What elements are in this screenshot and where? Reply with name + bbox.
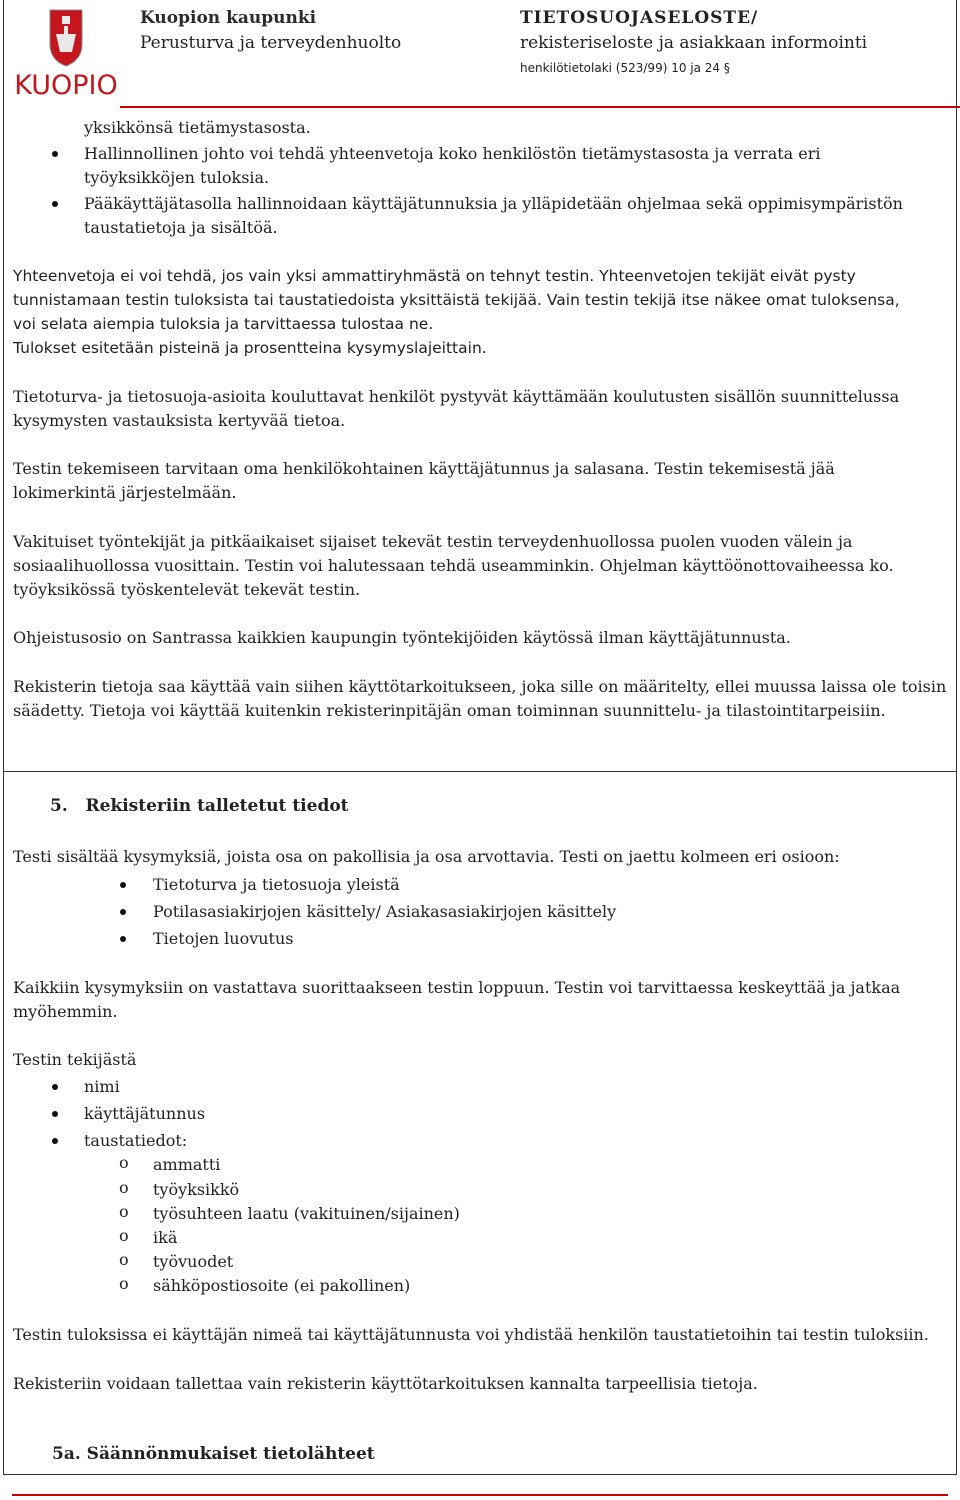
paragraph-line: lokimerkintä järjestelmään. [13, 483, 237, 502]
org-name: Kuopion kaupunki [140, 8, 317, 28]
sub-list-item: ammatti [153, 1155, 221, 1174]
section-5a-heading: 5a. Säännönmukaiset tietolähteet [52, 1444, 375, 1464]
paragraph-line: Vakituiset työntekijät ja pitkäaikaiset sijaiset tekevät testin terveydenhuollossa puolen vuoden välein ja [13, 532, 853, 551]
bullet-icon [52, 151, 58, 157]
list-item: nimi [84, 1077, 120, 1096]
paragraph-line: Rekisteriin voidaan tallettaa vain rekisterin käyttötarkoituksen kannalta tarpeellisia tietoja. [13, 1374, 758, 1393]
law-reference: henkilötietolaki (523/99) 10 ja 24 § [520, 61, 730, 75]
paragraph-line: Testin tekemiseen tarvitaan oma henkilökohtainen käyttäjätunnus ja salasana. Testin tekemisestä jää [13, 459, 835, 478]
bullet-icon [120, 936, 126, 942]
bullet-icon [120, 882, 126, 888]
bullet-icon [52, 201, 58, 207]
paragraph-line: Testi sisältää kysymyksiä, joista osa on pakollisia ja osa arvottavia. Testi on jaettu kolmeen eri osioon: [13, 847, 840, 866]
bullet-icon [52, 1138, 58, 1144]
maker-title: Testin tekijästä [13, 1050, 137, 1069]
paragraph-line: Yhteenvetoja ei voi tehdä, jos vain yksi ammattiryhmästä on tehnyt testin. Yhteenvetojen tekijät eivät pysty [13, 267, 856, 285]
paragraph-line: tunnistamaan testin tuloksista tai taustatiedoista yksittäistä tekijää. Vain testin tekijä itse näkee omat tuloksensa, [13, 291, 900, 309]
paragraph-line: Rekisterin tietoja saa käyttää vain siihen käyttötarkoitukseen, joka sille on määritelty, ellei muussa laissa ole toisin [13, 677, 947, 696]
list-item: käyttäjätunnus [84, 1104, 206, 1123]
sub-bullet-icon: o [119, 1250, 129, 1269]
paragraph-line: Tietoturva- ja tietosuoja-asioita kouluttavat henkilöt pystyvät käyttämään koulutusten sisällön suunnittelussa [13, 387, 900, 406]
sub-list-item: työsuhteen laatu (vakituinen/sijainen) [153, 1204, 460, 1223]
department-name: Perusturva ja terveydenhuolto [140, 33, 402, 53]
paragraph-line: voi selata aiempia tuloksia ja tarvittaessa tulostaa ne. [13, 315, 434, 333]
sub-bullet-icon: o [119, 1202, 129, 1221]
paragraph-line: kysymysten vastauksista kertyvää tietoa. [13, 411, 346, 430]
list-item: Tietojen luovutus [153, 929, 294, 948]
list-item: taustatiedot: [84, 1131, 188, 1150]
sub-list-item: ikä [153, 1228, 178, 1247]
paragraph-line: sosiaalihuollossa vuosittain. Testin voi halutessaan tehdä useamminkin. Ohjelman käyttöönottovaiheessa ko. [13, 556, 894, 575]
text-line: Hallinnollinen johto voi tehdä yhteenvetoja koko henkilöstön tietämystasosta ja verrata eri [84, 144, 821, 163]
text-line: taustatietoja ja sisältöä. [84, 218, 278, 237]
text-line: yksikkönsä tietämystasosta. [84, 118, 311, 137]
section-5-heading: 5. Rekisteriin talletetut tiedot [50, 796, 349, 816]
footer-divider [12, 1494, 948, 1496]
paragraph-line: myöhemmin. [13, 1002, 118, 1021]
sub-bullet-icon: o [119, 1226, 129, 1245]
list-item: Potilasasiakirjojen käsittely/ Asiakasasiakirjojen käsittely [153, 902, 617, 921]
sub-bullet-icon: o [119, 1153, 129, 1172]
bullet-icon [52, 1111, 58, 1117]
document-subtitle: rekisteriseloste ja asiakkaan informointi [520, 33, 868, 53]
sub-list-item: sähköpostiosoite (ei pakollinen) [153, 1276, 411, 1295]
paragraph-line: Ohjeistusosio on Santrassa kaikkien kaupungin työntekijöiden käytössä ilman käyttäjätunnusta. [13, 628, 791, 647]
sub-bullet-icon: o [119, 1178, 129, 1197]
list-item: Tietoturva ja tietosuoja yleistä [153, 875, 400, 894]
sub-bullet-icon: o [119, 1274, 129, 1293]
paragraph-line: Testin tuloksissa ei käyttäjän nimeä tai käyttäjätunnusta voi yhdistää henkilön taustatietoihin tai testin tuloksiin. [13, 1325, 929, 1344]
paragraph-line: Tulokset esitetään pisteinä ja prosentteina kysymyslajeittain. [13, 339, 487, 357]
text-line: Pääkäyttäjätasolla hallinnoidaan käyttäjätunnuksia ja ylläpidetään ohjelmaa sekä oppimisympäristön [84, 194, 903, 213]
sub-list-item: työvuodet [153, 1252, 234, 1271]
sub-list-item: työyksikkö [153, 1180, 240, 1199]
paragraph-line: säädetty. Tietoja voi käyttää kuitenkin rekisterinpitäjän oman toiminnan suunnittelu- ja tilastointitarpeisiin. [13, 701, 886, 720]
text-line: työyksikköjen tuloksia. [84, 168, 270, 187]
logo-wordmark: KUOPIO [14, 70, 118, 101]
bullet-icon [120, 909, 126, 915]
document-title: TIETOSUOJASELOSTE/ [520, 8, 759, 28]
paragraph-line: työyksikössä työskentelevät tekevät testin. [13, 580, 361, 599]
bullet-icon [52, 1084, 58, 1090]
paragraph-line: Kaikkiin kysymyksiin on vastattava suorittaakseen testin loppuun. Testin voi tarvittaessa keskeyttää ja jatkaa [13, 978, 901, 997]
